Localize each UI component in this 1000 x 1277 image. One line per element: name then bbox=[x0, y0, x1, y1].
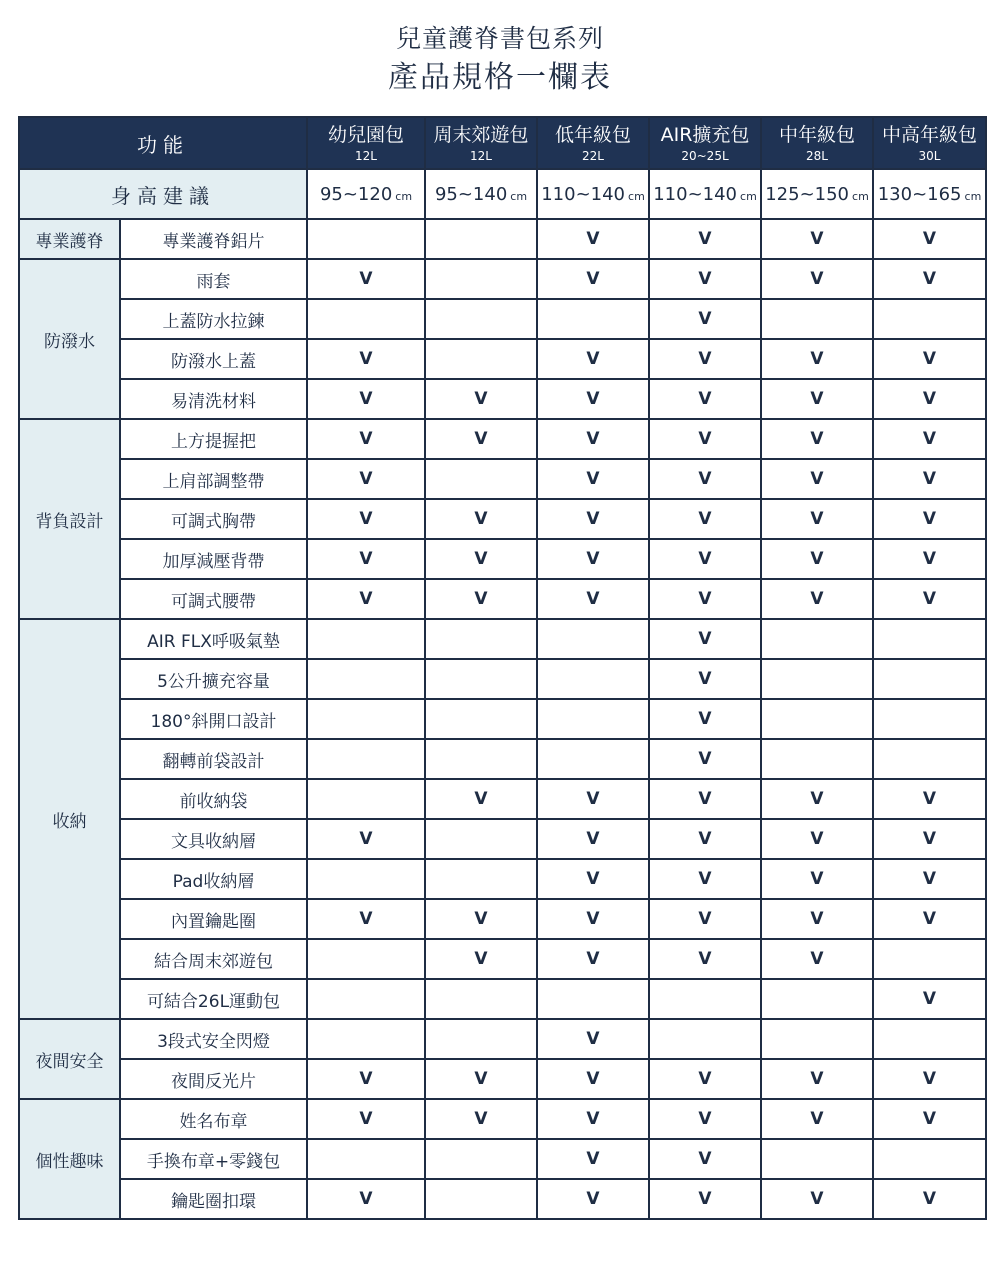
empty-cell bbox=[873, 699, 986, 739]
check-mark: V bbox=[537, 539, 649, 579]
empty-cell bbox=[425, 619, 537, 659]
feature-name: 易清洗材料 bbox=[120, 379, 307, 419]
feature-name: 專業護脊鋁片 bbox=[120, 219, 307, 259]
feature-row bbox=[19, 419, 986, 459]
check-mark: V bbox=[873, 459, 986, 499]
check-mark: V bbox=[537, 1059, 649, 1099]
title-block bbox=[0, 22, 1000, 98]
height-range: 125~150 bbox=[765, 183, 850, 205]
check-mark: V bbox=[649, 499, 761, 539]
height-value bbox=[761, 169, 873, 219]
product-name: AIR擴充包 bbox=[660, 123, 750, 146]
feature-row bbox=[19, 859, 986, 899]
feature-name: 可調式腰帶 bbox=[120, 579, 307, 619]
category-cell: 夜間安全 bbox=[19, 1019, 120, 1099]
empty-cell bbox=[307, 699, 425, 739]
check-mark: V bbox=[649, 1099, 761, 1139]
check-mark: V bbox=[761, 499, 873, 539]
check-mark: V bbox=[307, 1099, 425, 1139]
height-range: 130~165 bbox=[877, 183, 962, 205]
category-cell: 專業護脊 bbox=[19, 219, 120, 259]
check-mark: V bbox=[873, 979, 986, 1019]
height-value bbox=[425, 169, 537, 219]
check-mark: V bbox=[873, 1179, 986, 1219]
empty-cell bbox=[425, 339, 537, 379]
height-value bbox=[537, 169, 649, 219]
empty-cell bbox=[761, 979, 873, 1019]
product-header bbox=[425, 117, 537, 169]
feature-name: 前收納袋 bbox=[120, 779, 307, 819]
empty-cell bbox=[537, 299, 649, 339]
empty-cell bbox=[307, 619, 425, 659]
feature-name: 3段式安全閃燈 bbox=[120, 1019, 307, 1059]
height-range: 110~140 bbox=[653, 183, 738, 205]
check-mark: V bbox=[873, 339, 986, 379]
feature-name: 手換布章+零錢包 bbox=[120, 1139, 307, 1179]
check-mark: V bbox=[307, 419, 425, 459]
check-mark: V bbox=[537, 1019, 649, 1059]
check-mark: V bbox=[537, 819, 649, 859]
check-mark: V bbox=[649, 659, 761, 699]
empty-cell bbox=[425, 1139, 537, 1179]
feature-row bbox=[19, 1019, 986, 1059]
check-mark: V bbox=[425, 579, 537, 619]
check-mark: V bbox=[873, 219, 986, 259]
empty-cell bbox=[425, 699, 537, 739]
empty-cell bbox=[761, 1139, 873, 1179]
feature-row bbox=[19, 1139, 986, 1179]
feature-name: 上方提握把 bbox=[120, 419, 307, 459]
product-volume: 28L bbox=[806, 148, 828, 163]
empty-cell bbox=[307, 299, 425, 339]
check-mark: V bbox=[537, 499, 649, 539]
feature-row bbox=[19, 499, 986, 539]
check-mark: V bbox=[761, 779, 873, 819]
height-unit: cm bbox=[628, 189, 645, 203]
feature-row bbox=[19, 739, 986, 779]
check-mark: V bbox=[307, 339, 425, 379]
check-mark: V bbox=[307, 259, 425, 299]
check-mark: V bbox=[761, 1099, 873, 1139]
check-mark: V bbox=[537, 1099, 649, 1139]
empty-cell bbox=[307, 979, 425, 1019]
check-mark: V bbox=[537, 379, 649, 419]
product-name: 周末郊遊包 bbox=[433, 123, 529, 146]
empty-cell bbox=[537, 659, 649, 699]
feature-name: Pad收納層 bbox=[120, 859, 307, 899]
height-value bbox=[649, 169, 761, 219]
check-mark: V bbox=[761, 1059, 873, 1099]
check-mark: V bbox=[649, 779, 761, 819]
check-mark: V bbox=[761, 419, 873, 459]
feature-name: 鑰匙圈扣環 bbox=[120, 1179, 307, 1219]
empty-cell bbox=[649, 979, 761, 1019]
empty-cell bbox=[537, 699, 649, 739]
check-mark: V bbox=[307, 539, 425, 579]
check-mark: V bbox=[761, 939, 873, 979]
empty-cell bbox=[307, 779, 425, 819]
empty-cell bbox=[761, 1019, 873, 1059]
category-cell: 防潑水 bbox=[19, 259, 120, 419]
empty-cell bbox=[873, 1019, 986, 1059]
feature-row bbox=[19, 539, 986, 579]
check-mark: V bbox=[873, 579, 986, 619]
check-mark: V bbox=[425, 419, 537, 459]
empty-cell bbox=[537, 619, 649, 659]
feature-name: 可結合26L運動包 bbox=[120, 979, 307, 1019]
product-header bbox=[537, 117, 649, 169]
check-mark: V bbox=[649, 939, 761, 979]
empty-cell bbox=[761, 659, 873, 699]
category-cell: 收納 bbox=[19, 619, 120, 1019]
check-mark: V bbox=[537, 219, 649, 259]
empty-cell bbox=[761, 699, 873, 739]
check-mark: V bbox=[537, 419, 649, 459]
check-mark: V bbox=[649, 1139, 761, 1179]
check-mark: V bbox=[307, 579, 425, 619]
feature-row bbox=[19, 819, 986, 859]
check-mark: V bbox=[761, 819, 873, 859]
feature-row bbox=[19, 459, 986, 499]
empty-cell bbox=[307, 659, 425, 699]
feature-row bbox=[19, 1099, 986, 1139]
check-mark: V bbox=[307, 379, 425, 419]
check-mark: V bbox=[307, 899, 425, 939]
feature-name: 雨套 bbox=[120, 259, 307, 299]
empty-cell bbox=[425, 859, 537, 899]
check-mark: V bbox=[761, 859, 873, 899]
empty-cell bbox=[537, 979, 649, 1019]
feature-name: 180°斜開口設計 bbox=[120, 699, 307, 739]
check-mark: V bbox=[649, 419, 761, 459]
check-mark: V bbox=[537, 459, 649, 499]
empty-cell bbox=[425, 1019, 537, 1059]
feature-name: 內置鑰匙圈 bbox=[120, 899, 307, 939]
check-mark: V bbox=[761, 339, 873, 379]
empty-cell bbox=[425, 219, 537, 259]
check-mark: V bbox=[649, 579, 761, 619]
feature-name: 夜間反光片 bbox=[120, 1059, 307, 1099]
check-mark: V bbox=[649, 339, 761, 379]
feature-row bbox=[19, 939, 986, 979]
empty-cell bbox=[307, 1139, 425, 1179]
check-mark: V bbox=[873, 899, 986, 939]
function-header: 功能 bbox=[19, 117, 307, 169]
check-mark: V bbox=[649, 459, 761, 499]
check-mark: V bbox=[761, 1179, 873, 1219]
check-mark: V bbox=[537, 1139, 649, 1179]
check-mark: V bbox=[761, 899, 873, 939]
product-name: 中年級包 bbox=[778, 123, 855, 146]
check-mark: V bbox=[649, 699, 761, 739]
check-mark: V bbox=[873, 1099, 986, 1139]
feature-name: 防潑水上蓋 bbox=[120, 339, 307, 379]
check-mark: V bbox=[425, 379, 537, 419]
check-mark: V bbox=[873, 859, 986, 899]
empty-cell bbox=[761, 739, 873, 779]
check-mark: V bbox=[537, 899, 649, 939]
product-name: 中高年級包 bbox=[881, 123, 977, 146]
empty-cell bbox=[761, 619, 873, 659]
check-mark: V bbox=[307, 819, 425, 859]
feature-name: 加厚減壓背帶 bbox=[120, 539, 307, 579]
check-mark: V bbox=[873, 499, 986, 539]
feature-row bbox=[19, 979, 986, 1019]
feature-row bbox=[19, 899, 986, 939]
empty-cell bbox=[537, 739, 649, 779]
empty-cell bbox=[425, 819, 537, 859]
check-mark: V bbox=[873, 379, 986, 419]
check-mark: V bbox=[649, 1179, 761, 1219]
check-mark: V bbox=[425, 1099, 537, 1139]
feature-name: 5公升擴充容量 bbox=[120, 659, 307, 699]
check-mark: V bbox=[425, 899, 537, 939]
feature-row bbox=[19, 1179, 986, 1219]
height-value bbox=[873, 169, 986, 219]
check-mark: V bbox=[649, 299, 761, 339]
check-mark: V bbox=[649, 379, 761, 419]
check-mark: V bbox=[761, 259, 873, 299]
check-mark: V bbox=[873, 819, 986, 859]
product-volume: 12L bbox=[355, 148, 377, 163]
feature-row bbox=[19, 579, 986, 619]
check-mark: V bbox=[425, 539, 537, 579]
empty-cell bbox=[307, 1019, 425, 1059]
empty-cell bbox=[307, 939, 425, 979]
product-header bbox=[873, 117, 986, 169]
product-header bbox=[307, 117, 425, 169]
check-mark: V bbox=[537, 259, 649, 299]
feature-name: 翻轉前袋設計 bbox=[120, 739, 307, 779]
empty-cell bbox=[873, 659, 986, 699]
product-name: 幼兒園包 bbox=[327, 123, 404, 146]
height-unit: cm bbox=[852, 189, 869, 203]
check-mark: V bbox=[873, 259, 986, 299]
height-unit: cm bbox=[510, 189, 528, 203]
empty-cell bbox=[425, 459, 537, 499]
empty-cell bbox=[425, 1179, 537, 1219]
page-subtitle: 產品規格一欄表 bbox=[388, 60, 612, 95]
category-cell: 個性趣味 bbox=[19, 1099, 120, 1219]
feature-name: 姓名布章 bbox=[120, 1099, 307, 1139]
feature-row bbox=[19, 379, 986, 419]
product-volume: 12L bbox=[470, 148, 492, 163]
feature-row bbox=[19, 659, 986, 699]
page-title: 兒童護脊書包系列 bbox=[395, 24, 604, 53]
feature-row bbox=[19, 779, 986, 819]
check-mark: V bbox=[425, 1059, 537, 1099]
check-mark: V bbox=[307, 459, 425, 499]
check-mark: V bbox=[649, 619, 761, 659]
check-mark: V bbox=[537, 859, 649, 899]
empty-cell bbox=[873, 939, 986, 979]
check-mark: V bbox=[307, 499, 425, 539]
height-unit: cm bbox=[740, 189, 757, 203]
feature-name: 文具收納層 bbox=[120, 819, 307, 859]
check-mark: V bbox=[307, 1179, 425, 1219]
feature-name: 結合周末郊遊包 bbox=[120, 939, 307, 979]
check-mark: V bbox=[537, 779, 649, 819]
feature-name: 上蓋防水拉鍊 bbox=[120, 299, 307, 339]
empty-cell bbox=[307, 859, 425, 899]
check-mark: V bbox=[761, 459, 873, 499]
feature-name: 上肩部調整帶 bbox=[120, 459, 307, 499]
feature-row bbox=[19, 699, 986, 739]
feature-row bbox=[19, 619, 986, 659]
height-unit: cm bbox=[964, 189, 982, 203]
product-volume: 22L bbox=[582, 148, 604, 163]
check-mark: V bbox=[425, 779, 537, 819]
check-mark: V bbox=[649, 859, 761, 899]
check-mark: V bbox=[537, 1179, 649, 1219]
check-mark: V bbox=[873, 1059, 986, 1099]
check-mark: V bbox=[649, 1059, 761, 1099]
empty-cell bbox=[307, 219, 425, 259]
check-mark: V bbox=[649, 899, 761, 939]
height-label: 身高建議 bbox=[19, 169, 307, 219]
product-header bbox=[649, 117, 761, 169]
empty-cell bbox=[425, 259, 537, 299]
product-header-row bbox=[19, 117, 986, 169]
height-range: 95~140 bbox=[434, 183, 508, 205]
check-mark: V bbox=[649, 219, 761, 259]
empty-cell bbox=[873, 1139, 986, 1179]
check-mark: V bbox=[425, 939, 537, 979]
check-mark: V bbox=[873, 539, 986, 579]
height-range: 95~120 bbox=[319, 183, 393, 205]
empty-cell bbox=[761, 299, 873, 339]
check-mark: V bbox=[761, 539, 873, 579]
check-mark: V bbox=[873, 419, 986, 459]
check-mark: V bbox=[873, 779, 986, 819]
category-cell: 背負設計 bbox=[19, 419, 120, 619]
empty-cell bbox=[425, 979, 537, 1019]
product-volume: 20~25L bbox=[681, 148, 729, 163]
check-mark: V bbox=[649, 739, 761, 779]
empty-cell bbox=[425, 659, 537, 699]
check-mark: V bbox=[761, 379, 873, 419]
feature-row bbox=[19, 219, 986, 259]
check-mark: V bbox=[649, 819, 761, 859]
empty-cell bbox=[873, 299, 986, 339]
check-mark: V bbox=[537, 579, 649, 619]
check-mark: V bbox=[761, 219, 873, 259]
empty-cell bbox=[873, 739, 986, 779]
check-mark: V bbox=[649, 259, 761, 299]
height-unit: cm bbox=[395, 189, 413, 203]
empty-cell bbox=[425, 739, 537, 779]
height-row bbox=[19, 169, 986, 219]
check-mark: V bbox=[761, 579, 873, 619]
product-name: 低年級包 bbox=[554, 123, 631, 146]
height-value bbox=[307, 169, 425, 219]
empty-cell bbox=[873, 619, 986, 659]
empty-cell bbox=[649, 1019, 761, 1059]
height-range: 110~140 bbox=[541, 183, 626, 205]
product-header bbox=[761, 117, 873, 169]
feature-name: 可調式胸帶 bbox=[120, 499, 307, 539]
check-mark: V bbox=[649, 539, 761, 579]
feature-name: AIR FLX呼吸氣墊 bbox=[120, 619, 307, 659]
check-mark: V bbox=[425, 499, 537, 539]
feature-row bbox=[19, 259, 986, 299]
empty-cell bbox=[307, 739, 425, 779]
feature-row bbox=[19, 339, 986, 379]
check-mark: V bbox=[537, 939, 649, 979]
feature-row bbox=[19, 1059, 986, 1099]
empty-cell bbox=[425, 299, 537, 339]
product-volume: 30L bbox=[918, 148, 941, 163]
check-mark: V bbox=[307, 1059, 425, 1099]
feature-row bbox=[19, 299, 986, 339]
check-mark: V bbox=[537, 339, 649, 379]
spec-table bbox=[18, 116, 987, 1220]
